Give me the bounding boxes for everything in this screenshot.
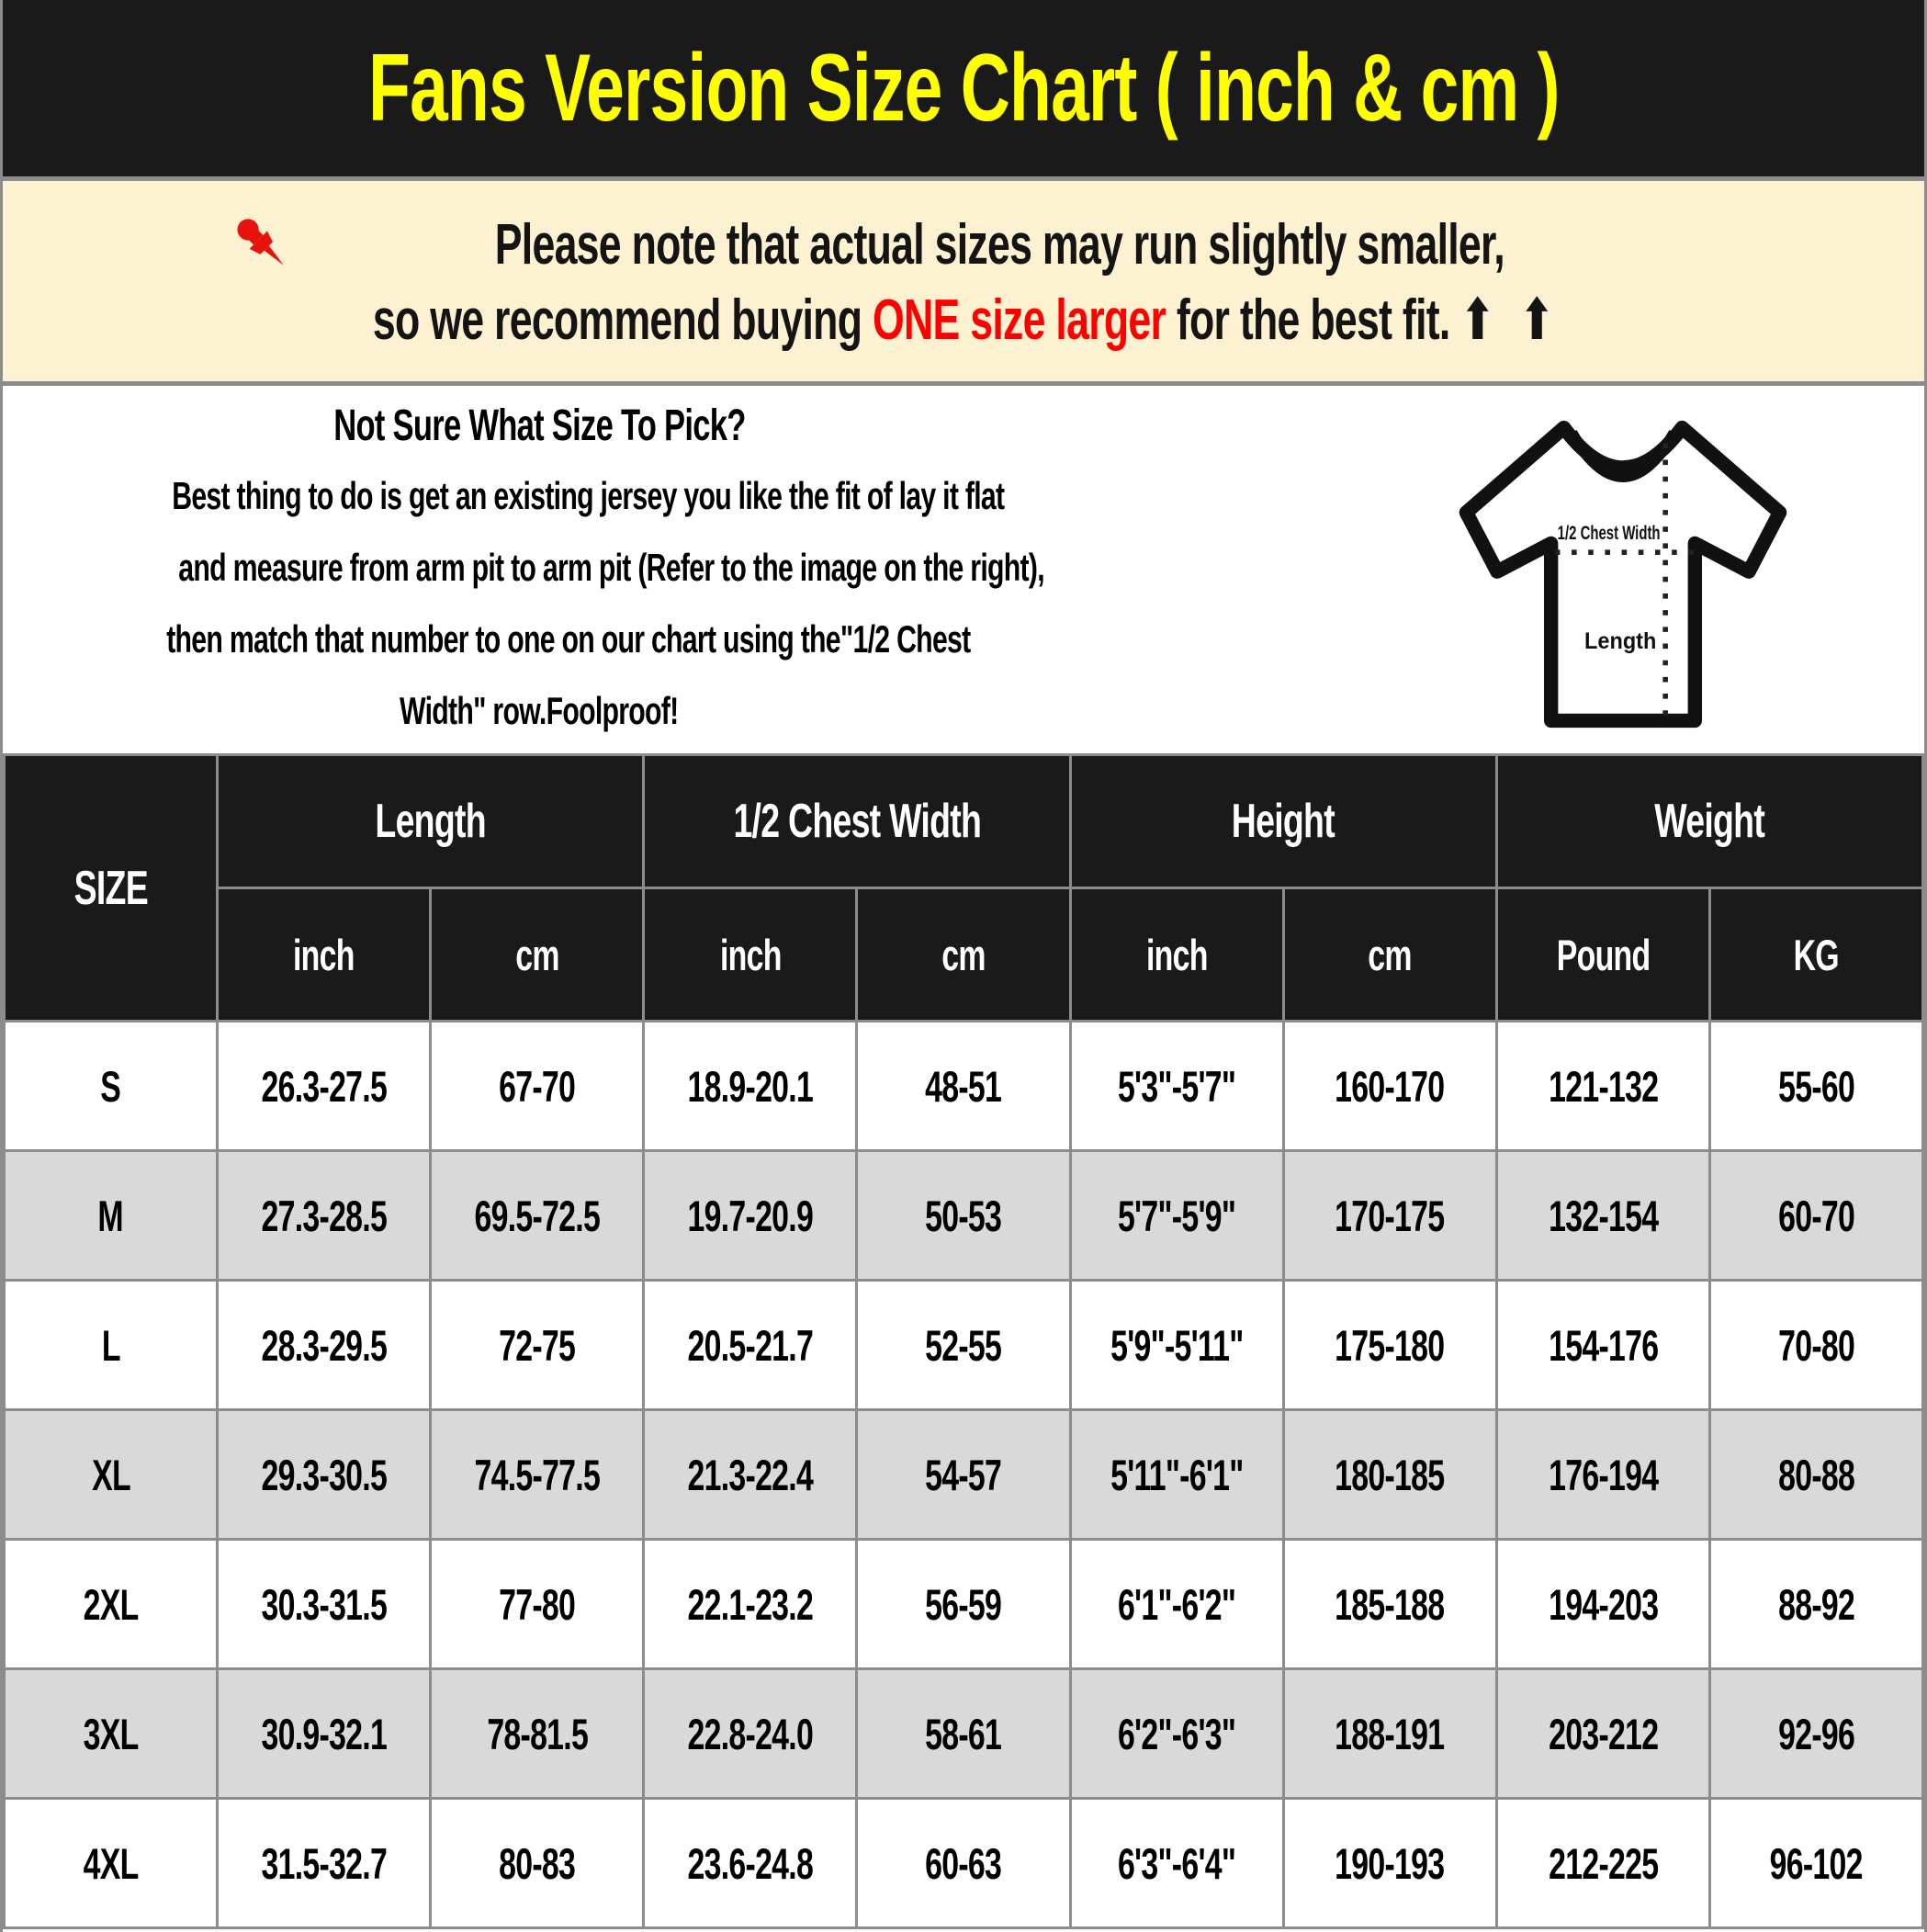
group-header-row — [5, 755, 1923, 888]
column-group-weight — [1496, 755, 1922, 888]
table-cell: 54-57 — [857, 1410, 1070, 1540]
table-row-m — [5, 1151, 1923, 1281]
notice-banner — [3, 181, 1924, 381]
title-bar — [3, 0, 1924, 176]
table-cell: 5'11"-6'1" — [1070, 1410, 1283, 1540]
table-cell: 121-132 — [1496, 1022, 1709, 1151]
table-cell: 18.9-20.1 — [644, 1022, 857, 1151]
page-title: Fans Version Size Chart ( inch & cm ) — [367, 34, 1560, 141]
table-cell: 212-225 — [1496, 1799, 1709, 1928]
table-cell: 56-59 — [857, 1540, 1070, 1669]
sizing-guide-section — [3, 386, 1924, 753]
table-cell: 6'2"-6'3" — [1070, 1669, 1283, 1799]
table-row-3xl — [5, 1669, 1923, 1799]
table-cell: 5'9"-5'11" — [1070, 1281, 1283, 1410]
tshirt-diagram — [1430, 397, 1816, 743]
table-cell: 154-176 — [1496, 1281, 1709, 1410]
table-row-4xl — [5, 1799, 1923, 1928]
table-row-xl — [5, 1410, 1923, 1540]
height-group-label: Height — [1232, 795, 1335, 848]
table-cell: 77-80 — [431, 1540, 644, 1669]
column-header-size — [5, 755, 218, 1022]
size-cell: XL — [5, 1410, 218, 1540]
table-cell: 80-83 — [431, 1799, 644, 1928]
size-header-label: SIZE — [73, 861, 148, 915]
table-cell: 23.6-24.8 — [644, 1799, 857, 1928]
column-group-length — [218, 755, 644, 888]
table-cell: 21.3-22.4 — [644, 1410, 857, 1540]
table-cell: 132-154 — [1496, 1151, 1709, 1281]
subheader-height-cm: cm — [1283, 888, 1496, 1022]
table-cell: 52-55 — [857, 1281, 1070, 1410]
size-cell: 3XL — [5, 1669, 218, 1799]
subheader-chest-cm: cm — [857, 888, 1070, 1022]
size-table-header — [5, 755, 1923, 1022]
table-cell: 194-203 — [1496, 1540, 1709, 1669]
size-cell: M — [5, 1151, 218, 1281]
table-cell: 31.5-32.7 — [218, 1799, 431, 1928]
table-cell: 6'3"-6'4" — [1070, 1799, 1283, 1928]
subheader-weight-kg: KG — [1709, 888, 1922, 1022]
table-cell: 188-191 — [1283, 1669, 1496, 1799]
table-cell: 29.3-30.5 — [218, 1410, 431, 1540]
table-cell: 70-80 — [1709, 1281, 1922, 1410]
table-cell: 6'1"-6'2" — [1070, 1540, 1283, 1669]
table-cell: 170-175 — [1283, 1151, 1496, 1281]
column-group-chest-width — [644, 755, 1070, 888]
table-cell: 55-60 — [1709, 1022, 1922, 1151]
table-cell: 92-96 — [1709, 1669, 1922, 1799]
table-cell: 69.5-72.5 — [431, 1151, 644, 1281]
notice-text-1: Please note that actual sizes may run slightly smaller, — [494, 213, 1504, 277]
table-cell: 50-53 — [857, 1151, 1070, 1281]
subheader-height-inch: inch — [1070, 888, 1283, 1022]
table-cell: 26.3-27.5 — [218, 1022, 431, 1151]
table-cell: 60-63 — [857, 1799, 1070, 1928]
table-cell: 96-102 — [1709, 1799, 1922, 1928]
unit-header-row — [5, 888, 1923, 1022]
table-cell: 5'3"-5'7" — [1070, 1022, 1283, 1151]
table-cell: 78-81.5 — [431, 1669, 644, 1799]
subheader-weight-pound: Pound — [1496, 888, 1709, 1022]
table-row-l — [5, 1281, 1923, 1410]
table-cell: 5'7"-5'9" — [1070, 1151, 1283, 1281]
table-cell: 160-170 — [1283, 1022, 1496, 1151]
notice-line-1 — [227, 210, 1701, 280]
chest-width-label: 1/2 Chest Width — [1557, 522, 1661, 544]
table-cell: 176-194 — [1496, 1410, 1709, 1540]
table-cell: 22.8-24.0 — [644, 1669, 857, 1799]
size-table-body — [5, 1022, 1923, 1928]
table-cell: 203-212 — [1496, 1669, 1709, 1799]
guide-line: then match that number to one on our chart using the"1/2 Chest — [166, 617, 971, 661]
table-cell: 27.3-28.5 — [218, 1151, 431, 1281]
size-cell: S — [5, 1022, 218, 1151]
table-cell: 72-75 — [431, 1281, 644, 1410]
table-cell: 58-61 — [857, 1669, 1070, 1799]
table-row-2xl — [5, 1540, 1923, 1669]
guide-line: and measure from arm pit to arm pit (Refer to the image on the right), — [178, 546, 1044, 589]
size-cell: 2XL — [5, 1540, 218, 1669]
tshirt-measurement-diagram — [1430, 397, 1816, 739]
table-cell: 30.3-31.5 — [218, 1540, 431, 1669]
length-group-label: Length — [375, 795, 486, 848]
subheader-length-cm: cm — [431, 888, 644, 1022]
notice-text-2-prefix: so we recommend buying — [373, 288, 873, 352]
table-cell: 60-70 — [1709, 1151, 1922, 1281]
table-cell: 20.5-21.7 — [644, 1281, 857, 1410]
table-cell: 22.1-23.2 — [644, 1540, 857, 1669]
size-table — [3, 753, 1924, 1929]
guide-line: Best thing to do is get an existing jersey you like the fit of lay it flat — [172, 474, 1005, 517]
table-cell: 28.3-29.5 — [218, 1281, 431, 1410]
table-cell: 67-70 — [431, 1022, 644, 1151]
table-cell: 180-185 — [1283, 1410, 1496, 1540]
guide-heading: Not Sure What Size To Pick? — [332, 401, 746, 450]
sizing-guide-text — [3, 392, 1068, 747]
notice-line-2 — [143, 286, 1783, 353]
table-cell: 185-188 — [1283, 1540, 1496, 1669]
subheader-length-inch: inch — [218, 888, 431, 1022]
notice-text-2-suffix: for the best fit. — [1166, 288, 1450, 352]
table-cell: 30.9-32.1 — [218, 1669, 431, 1799]
table-cell: 48-51 — [857, 1022, 1070, 1151]
notice-text-2 — [373, 286, 1553, 353]
one-size-larger-highlight: ONE size larger — [873, 288, 1166, 352]
table-cell: 19.7-20.9 — [644, 1151, 857, 1281]
size-cell: L — [5, 1281, 218, 1410]
column-group-height — [1070, 755, 1496, 888]
table-row-s — [5, 1022, 1923, 1151]
pushpin-icon — [227, 210, 297, 280]
size-cell: 4XL — [5, 1799, 218, 1928]
chest-width-group-label: 1/2 Chest Width — [733, 795, 981, 848]
table-cell: 175-180 — [1283, 1281, 1496, 1410]
length-label: Length — [1584, 627, 1657, 654]
subheader-chest-inch: inch — [644, 888, 857, 1022]
table-cell: 74.5-77.5 — [431, 1410, 644, 1540]
up-arrows: ⬆ ⬆ — [1460, 285, 1554, 353]
table-cell: 190-193 — [1283, 1799, 1496, 1928]
guide-line: Width" row.Foolproof! — [400, 689, 679, 732]
table-cell: 80-88 — [1709, 1410, 1922, 1540]
table-cell: 88-92 — [1709, 1540, 1922, 1669]
weight-group-label: Weight — [1654, 795, 1765, 848]
